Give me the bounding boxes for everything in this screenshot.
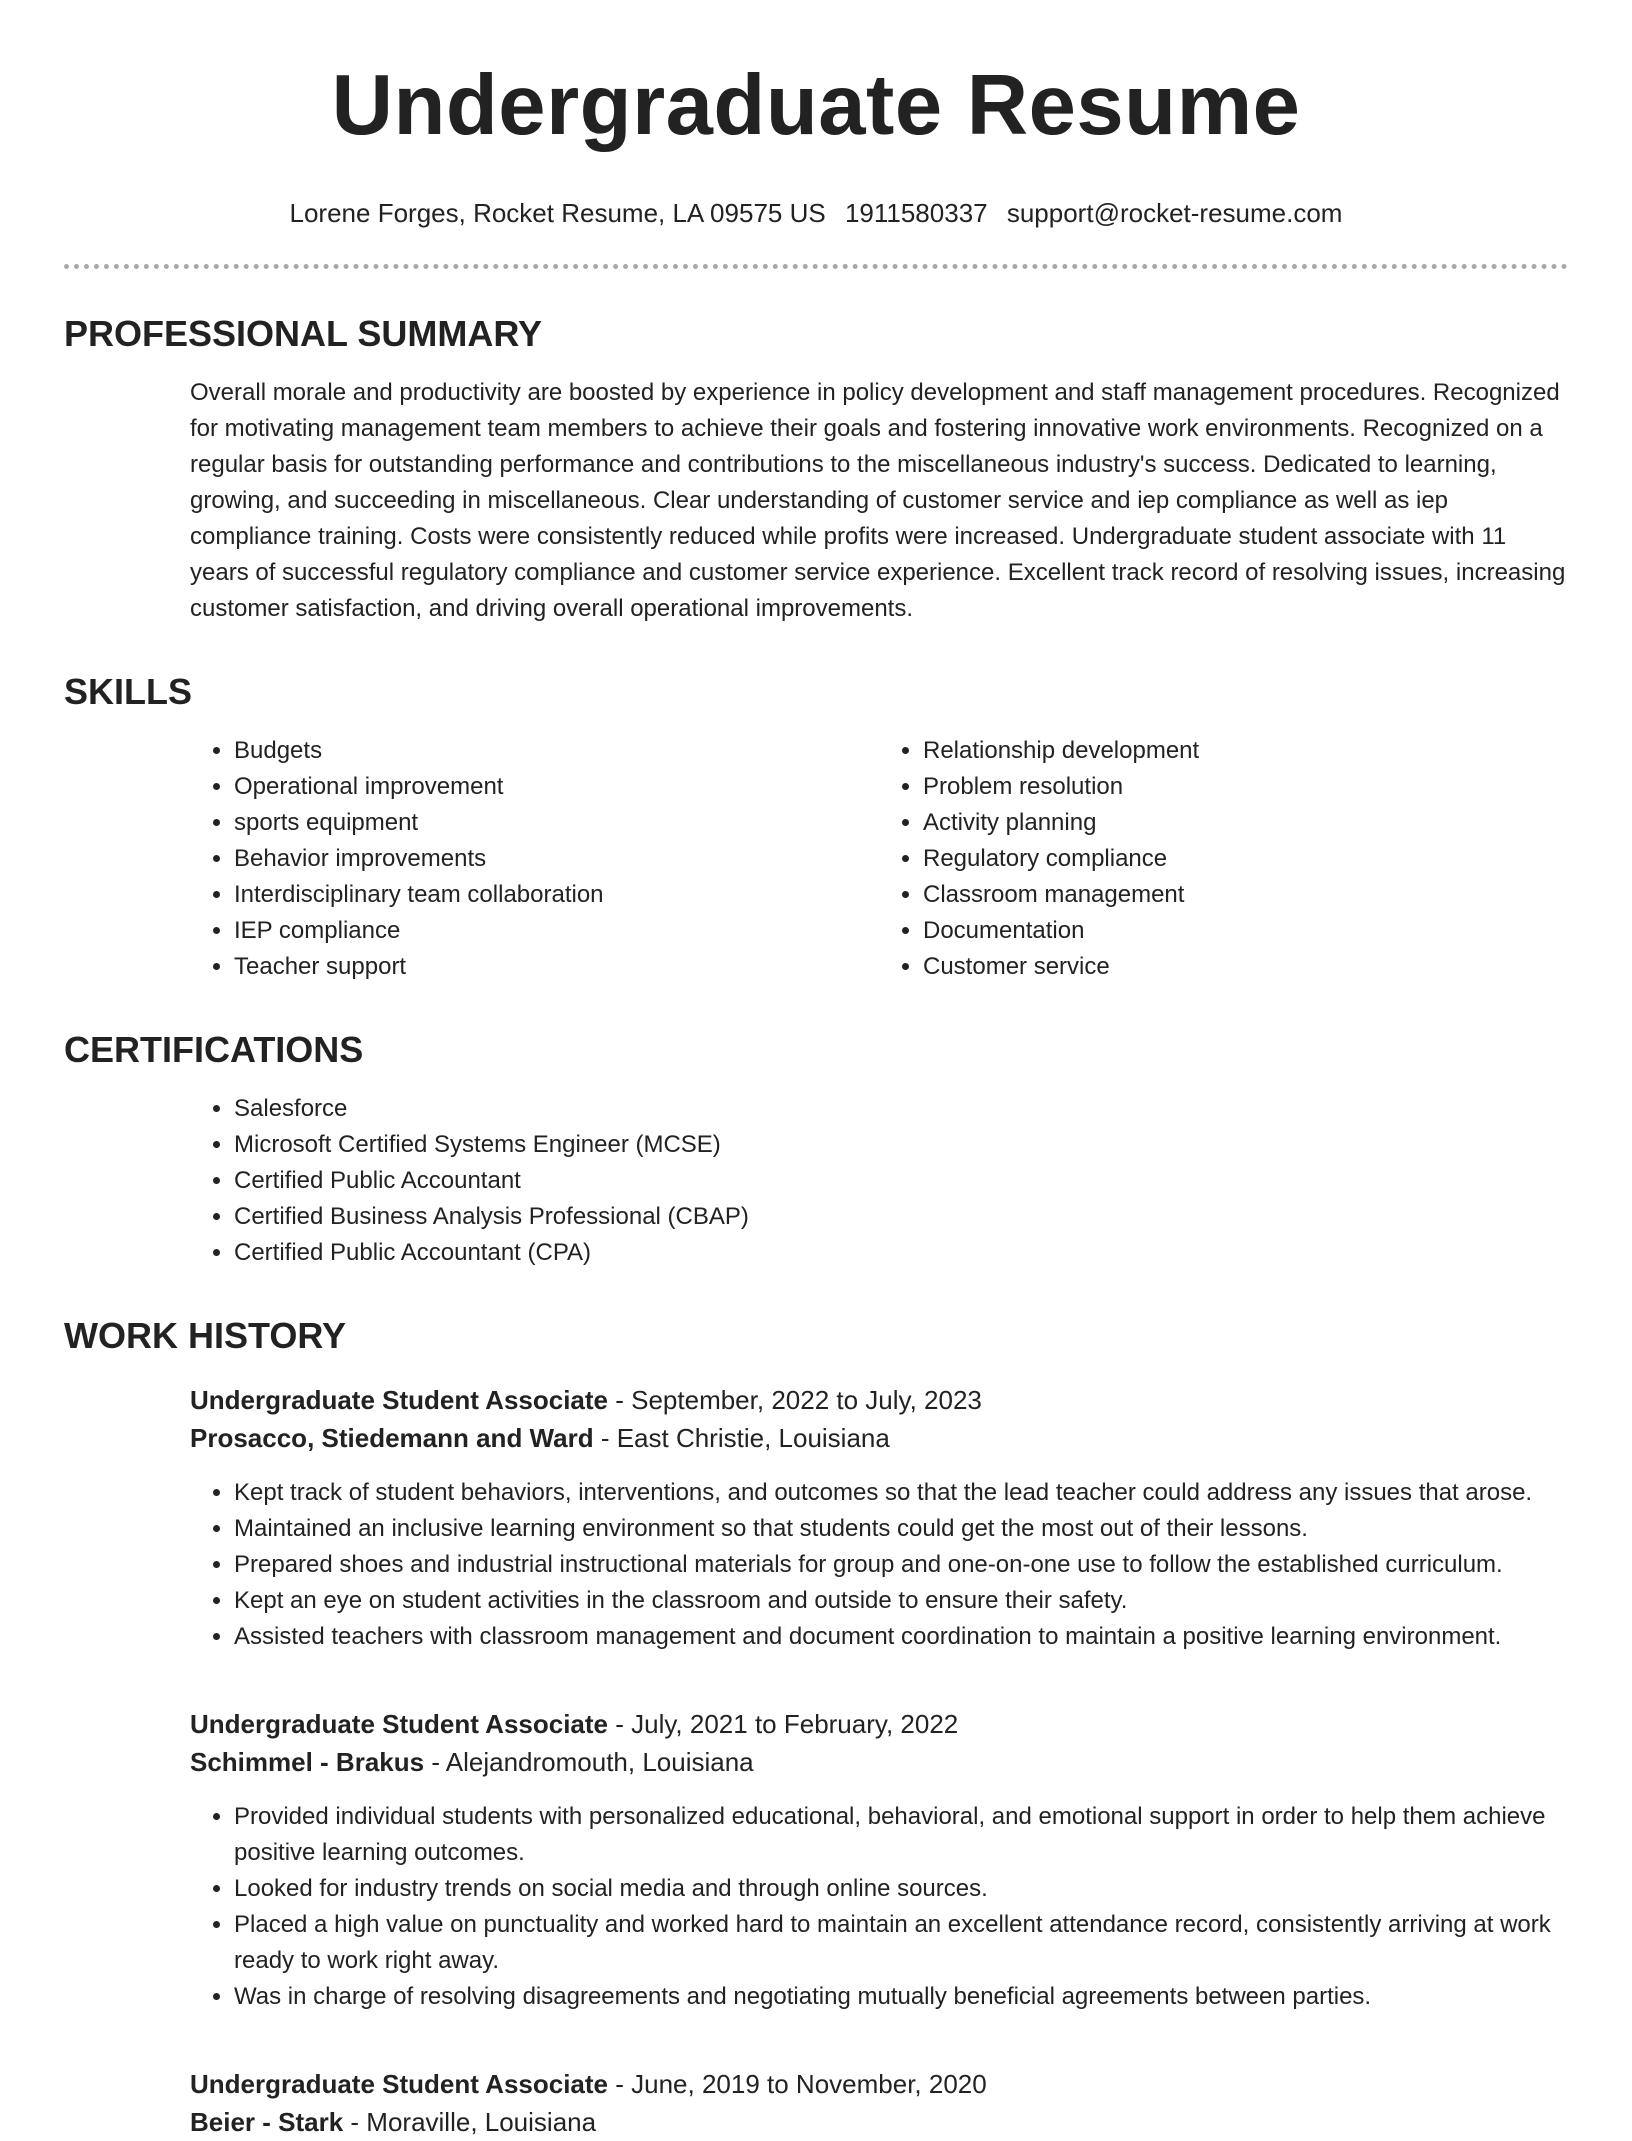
job-bullet: • Prepared shoes and industrial instructional materials for group and one-on-one use to follow the established curriculum. bbox=[234, 1547, 1568, 1583]
section-title-summary: PROFESSIONAL SUMMARY bbox=[64, 313, 543, 354]
job-title-line bbox=[190, 1705, 1568, 1743]
skill-item: • Interdisciplinary team collaboration bbox=[234, 877, 879, 913]
skill-item: • Regulatory compliance bbox=[923, 841, 1568, 877]
certification-item: • Certified Business Analysis Professional (CBAP) bbox=[234, 1199, 1568, 1235]
job-company: Schimmel - Brakus bbox=[190, 1747, 425, 1777]
job-entry bbox=[190, 2065, 1568, 2141]
resume-title: Undergraduate Resume bbox=[331, 58, 1301, 153]
skill-item: • Teacher support bbox=[234, 949, 879, 985]
job-bullet: • Kept an eye on student activities in the classroom and outside to ensure their safety. bbox=[234, 1583, 1568, 1619]
job-company: Beier - Stark bbox=[190, 2107, 344, 2137]
section-title-certifications: CERTIFICATIONS bbox=[64, 1029, 364, 1070]
job-company-line bbox=[190, 1743, 1568, 1781]
job-bullet: • Provided individual students with personalized educational, behavioral, and emotional support in order to help them achieve positive learning outcomes. bbox=[234, 1799, 1568, 1871]
job-role: Undergraduate Student Associate bbox=[190, 2069, 609, 2099]
job-role: Undergraduate Student Associate bbox=[190, 1385, 609, 1415]
job-dates: - June, 2019 to November, 2020 bbox=[608, 2069, 987, 2099]
job-bullet: • Maintained an inclusive learning environment so that students could get the most out of their lessons. bbox=[234, 1511, 1568, 1547]
certification-item: • Salesforce bbox=[234, 1091, 1568, 1127]
skill-item: • Operational improvement bbox=[234, 769, 879, 805]
skill-item: • Classroom management bbox=[923, 877, 1568, 913]
section-title-work-history: WORK HISTORY bbox=[64, 1315, 347, 1356]
job-location: - Moraville, Louisiana bbox=[343, 2107, 597, 2137]
header-divider bbox=[64, 264, 1568, 269]
job-bullets bbox=[190, 1475, 1568, 1655]
skills-column-left bbox=[190, 733, 879, 985]
work-history bbox=[190, 1381, 1568, 2141]
job-company: Prosacco, Stiedemann and Ward bbox=[190, 1423, 594, 1453]
job-location: - Alejandromouth, Louisiana bbox=[424, 1747, 754, 1777]
certification-item: • Certified Public Accountant bbox=[234, 1163, 1568, 1199]
job-bullet: • Kept track of student behaviors, interventions, and outcomes so that the lead teacher could address any issues that arose. bbox=[234, 1475, 1568, 1511]
contact-address: Lorene Forges, Rocket Resume, LA 09575 US bbox=[289, 198, 826, 228]
certification-item: • Certified Public Accountant (CPA) bbox=[234, 1235, 1568, 1271]
job-dates: - September, 2022 to July, 2023 bbox=[608, 1385, 982, 1415]
job-bullet: • Assisted teachers with classroom management and document coordination to maintain a positive learning environment. bbox=[234, 1619, 1568, 1655]
job-title-line bbox=[190, 2065, 1568, 2103]
summary-text: Overall morale and productivity are boosted by experience in policy development and staff management procedures. Recognized for motivating management team members to achieve their goals and fostering innovative work environments. Recognized on a regular basis for outstanding performance and contributions to the miscellaneous industry's success. Dedicated to learning, growing, and succeeding in miscellaneous. Clear understanding of customer service and iep compliance as well as iep compliance training. Costs were consistently reduced while profits were increased. Undergraduate student associate with 11 years of successful regulatory compliance and customer service experience. Excellent track record of resolving issues, increasing customer satisfaction, and driving overall operational improvements. bbox=[190, 379, 1566, 622]
skills-list bbox=[190, 733, 1568, 985]
skill-item: • Activity planning bbox=[923, 805, 1568, 841]
certifications-items bbox=[190, 1091, 1568, 1271]
skill-item: • sports equipment bbox=[234, 805, 879, 841]
section-title-skills: SKILLS bbox=[64, 671, 193, 712]
job-dates: - July, 2021 to February, 2022 bbox=[608, 1709, 959, 1739]
certifications-list bbox=[190, 1091, 1568, 1271]
job-location: - East Christie, Louisiana bbox=[593, 1423, 890, 1453]
job-title-line bbox=[190, 1381, 1568, 1419]
resume-page bbox=[64, 0, 1568, 2141]
contact-line bbox=[64, 196, 1568, 230]
job-company-line bbox=[190, 2103, 1568, 2141]
skill-item: • Budgets bbox=[234, 733, 879, 769]
skill-item: • Relationship development bbox=[923, 733, 1568, 769]
contact-phone: 1911580337 bbox=[844, 198, 988, 228]
skill-item: • IEP compliance bbox=[234, 913, 879, 949]
job-company-line bbox=[190, 1419, 1568, 1457]
skill-item: • Behavior improvements bbox=[234, 841, 879, 877]
job-entry bbox=[190, 1705, 1568, 2015]
job-bullets bbox=[190, 1799, 1568, 2015]
skills-column-right bbox=[879, 733, 1568, 985]
contact-email: support@rocket-resume.com bbox=[1006, 198, 1343, 228]
job-bullet: • Looked for industry trends on social media and through online sources. bbox=[234, 1871, 1568, 1907]
skill-item: • Problem resolution bbox=[923, 769, 1568, 805]
job-role: Undergraduate Student Associate bbox=[190, 1709, 609, 1739]
certification-item: • Microsoft Certified Systems Engineer (MCSE) bbox=[234, 1127, 1568, 1163]
job-bullet: • Placed a high value on punctuality and worked hard to maintain an excellent attendance record, consistently arriving at work ready to work right away. bbox=[234, 1907, 1568, 1979]
job-entry bbox=[190, 1381, 1568, 1655]
skill-item: • Customer service bbox=[923, 949, 1568, 985]
skill-item: • Documentation bbox=[923, 913, 1568, 949]
job-bullet: • Was in charge of resolving disagreements and negotiating mutually beneficial agreements between parties. bbox=[234, 1979, 1568, 2015]
